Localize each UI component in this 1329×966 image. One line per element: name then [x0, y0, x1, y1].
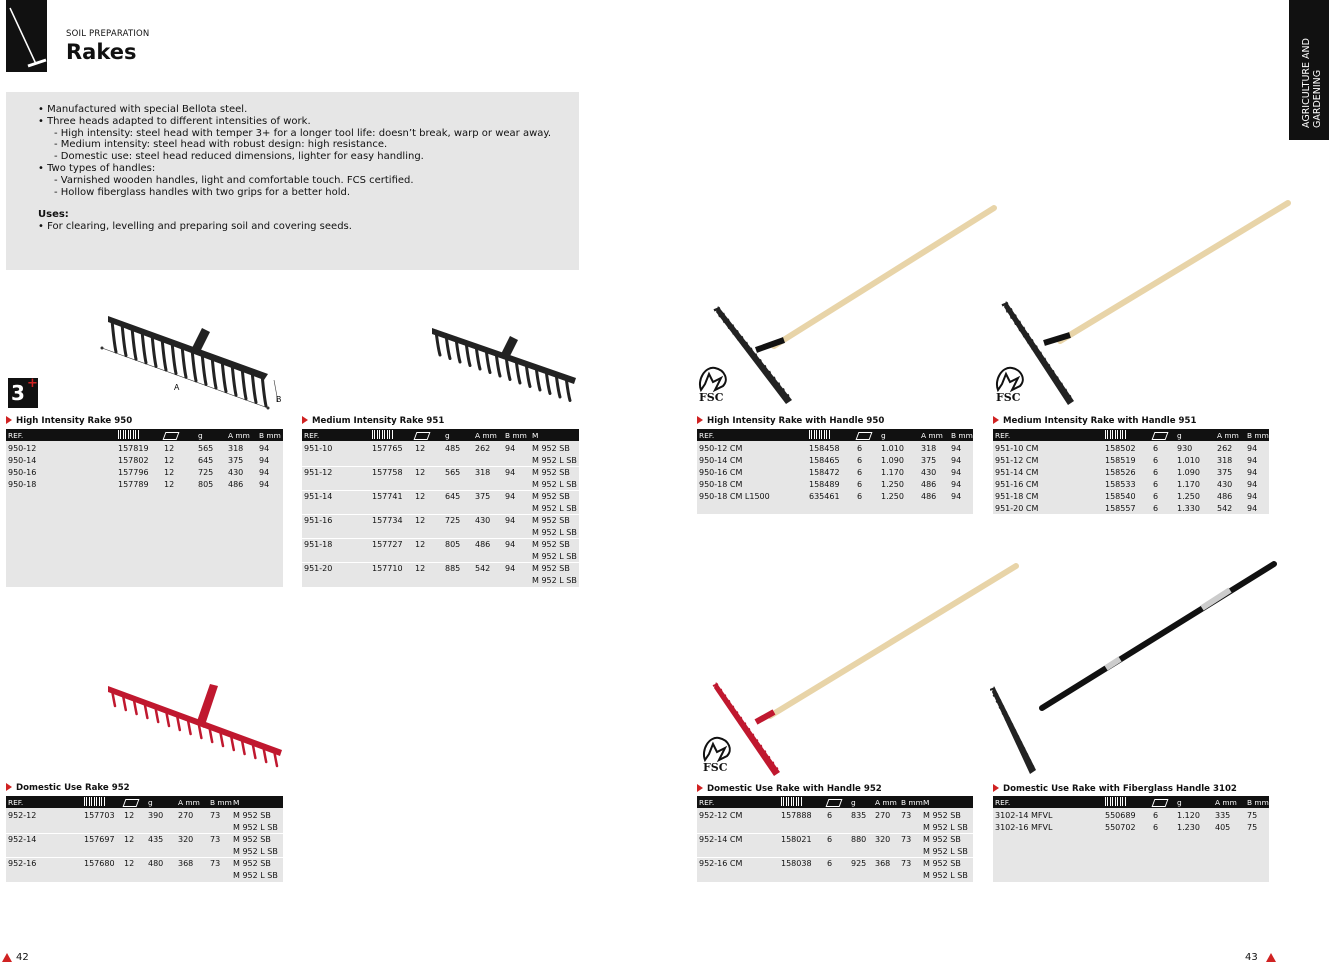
table-cell: M 952 SB M 952 L SB — [532, 492, 577, 513]
uses-text: • For clearing, levelling and preparing soil and covering seeds. — [38, 221, 352, 233]
table-cell: 158489 — [809, 480, 840, 489]
table-cell: M 952 SB M 952 L SB — [233, 835, 278, 856]
dim-label-a: A — [174, 383, 180, 392]
table-cell: 3102-14 MFVL — [995, 811, 1053, 820]
package-icon — [827, 798, 841, 809]
table-cell: 565 — [445, 468, 461, 477]
barcode-icon — [372, 431, 394, 441]
column-header: A mm — [178, 798, 200, 807]
table-header — [993, 429, 1269, 441]
table-cell: 157697 — [84, 835, 115, 844]
table-cell: 73 — [210, 835, 221, 844]
table-header — [6, 796, 283, 808]
table-cell: 6 — [857, 480, 863, 489]
table-cell: M 952 SB M 952 L SB — [532, 444, 577, 465]
package-icon — [1153, 798, 1167, 809]
product-table — [993, 796, 1269, 882]
fsc-logo: FSC — [695, 362, 735, 404]
table-cell: 158021 — [781, 835, 812, 844]
fsc-logo: FSC — [992, 362, 1032, 404]
table-cell: 925 — [851, 859, 867, 868]
table-cell: 73 — [901, 811, 912, 820]
table-cell: 375 — [228, 456, 244, 465]
table-cell: 157888 — [781, 811, 812, 820]
product-table — [993, 429, 1269, 514]
table-cell: 94 — [1247, 492, 1258, 501]
table-cell: 6 — [1153, 492, 1159, 501]
column-header: g — [1177, 798, 1182, 807]
table-cell: 12 — [164, 456, 175, 465]
table-cell: 1.170 — [881, 468, 904, 477]
table-cell: 1.330 — [1177, 504, 1200, 513]
table-cell: 565 — [198, 444, 214, 453]
feature-list — [38, 104, 579, 198]
table-cell: 951-12 — [304, 468, 333, 477]
table-cell: 951-18 — [304, 540, 333, 549]
table-cell: 950-16 — [8, 468, 37, 477]
column-header: B mm — [1247, 431, 1269, 440]
table-cell: 1.250 — [881, 492, 904, 501]
side-tab-label: AGRICULTURE AND GARDENING — [1301, 38, 1323, 128]
table-cell: 6 — [857, 456, 863, 465]
table-header — [302, 429, 579, 441]
table-cell: 368 — [875, 859, 891, 868]
table-cell: 952-12 CM — [699, 811, 743, 820]
product-title: High Intensity Rake with Handle 950 — [697, 416, 884, 426]
column-header: A mm — [1217, 431, 1239, 440]
table-cell: 951-20 CM — [995, 504, 1039, 513]
side-tab[interactable] — [1289, 0, 1329, 140]
table-cell: 318 — [475, 468, 491, 477]
rake-fiberglass-image-3102 — [990, 556, 1280, 776]
barcode-icon — [84, 798, 106, 808]
page-number-left: 42 — [16, 952, 29, 963]
table-cell: 12 — [415, 516, 426, 525]
table-cell: 262 — [1217, 444, 1233, 453]
feature-line: - Domestic use: steel head reduced dimensions, lighter for easy handling. — [54, 151, 424, 163]
table-cell: 950-18 CM L1500 — [699, 492, 770, 501]
table-cell: 3102-16 MFVL — [995, 823, 1053, 832]
table-cell: 952-16 CM — [699, 859, 743, 868]
column-header: REF. — [699, 431, 715, 440]
table-cell: 930 — [1177, 444, 1193, 453]
column-header: B mm — [951, 431, 973, 440]
table-cell: 320 — [178, 835, 194, 844]
feature-line: • Three heads adapted to different intensities of work. — [38, 115, 311, 127]
table-cell: 6 — [827, 859, 833, 868]
table-cell: 262 — [475, 444, 491, 453]
table-cell: 75 — [1247, 823, 1258, 832]
rake-head-image-952 — [104, 680, 284, 780]
table-cell: 12 — [415, 540, 426, 549]
table-cell: 951-14 CM — [995, 468, 1039, 477]
table-cell: 885 — [445, 564, 461, 573]
table-cell: 158038 — [781, 859, 812, 868]
table-cell: 645 — [445, 492, 461, 501]
table-cell: 94 — [259, 444, 270, 453]
table-cell: 94 — [951, 444, 962, 453]
column-header: B mm — [505, 431, 527, 440]
feature-line: - Hollow fiberglass handles with two grips for a better hold. — [54, 186, 351, 198]
table-cell: 157741 — [372, 492, 403, 501]
table-cell: 320 — [875, 835, 891, 844]
table-cell: 6 — [1153, 504, 1159, 513]
product-title: Domestic Use Rake 952 — [6, 783, 130, 793]
table-cell: 1.120 — [1177, 811, 1200, 820]
table-cell: 318 — [228, 444, 244, 453]
feature-line: - Varnished wooden handles, light and comfortable touch. FCS certified. — [54, 174, 414, 186]
table-cell: 73 — [901, 859, 912, 868]
table-cell: 157765 — [372, 444, 403, 453]
table-cell: 952-14 — [8, 835, 37, 844]
feature-line: - Medium intensity: steel head with robust design: high resistance. — [54, 139, 388, 151]
table-cell: 6 — [1153, 444, 1159, 453]
column-header: M — [923, 798, 930, 807]
column-header: A mm — [921, 431, 943, 440]
bellota-logo — [2, 953, 12, 962]
table-cell: M 952 SB M 952 L SB — [532, 540, 577, 561]
table-cell: 94 — [505, 468, 516, 477]
table-cell: 951-20 — [304, 564, 333, 573]
table-cell: 73 — [210, 859, 221, 868]
rake-head-image-950 — [96, 310, 286, 420]
package-icon — [857, 431, 871, 442]
column-header: g — [851, 798, 856, 807]
table-cell: 950-14 — [8, 456, 37, 465]
table-cell: 6 — [857, 492, 863, 501]
table-cell: 1.010 — [1177, 456, 1200, 465]
table-cell: 157727 — [372, 540, 403, 549]
table-cell: 157710 — [372, 564, 403, 573]
table-cell: 951-16 — [304, 516, 333, 525]
column-header: B mm — [259, 431, 281, 440]
table-cell: 1.250 — [881, 480, 904, 489]
table-cell: 158465 — [809, 456, 840, 465]
column-header: A mm — [875, 798, 897, 807]
table-cell: 12 — [415, 444, 426, 453]
table-cell: 550689 — [1105, 811, 1136, 820]
page-title: Rakes — [66, 40, 137, 64]
column-header: REF. — [699, 798, 715, 807]
column-header: REF. — [304, 431, 320, 440]
dim-label-b: B — [276, 395, 282, 404]
product-table — [6, 796, 283, 882]
section-label: SOIL PREPARATION — [66, 29, 150, 39]
table-cell: 835 — [851, 811, 867, 820]
table-cell: 375 — [1217, 468, 1233, 477]
table-cell: 94 — [951, 480, 962, 489]
table-cell: 805 — [198, 480, 214, 489]
column-header: M — [233, 798, 240, 807]
table-cell: M 952 SB M 952 L SB — [233, 811, 278, 832]
table-cell: 12 — [124, 811, 135, 820]
column-header: M — [532, 431, 539, 440]
table-cell: 12 — [164, 444, 175, 453]
table-cell: 375 — [921, 456, 937, 465]
page-number-right: 43 — [1245, 952, 1258, 963]
table-cell: 6 — [857, 444, 863, 453]
table-cell: 486 — [921, 492, 937, 501]
uses-title: Uses: — [38, 209, 69, 221]
table-cell: 12 — [164, 468, 175, 477]
table-cell: 635461 — [809, 492, 840, 501]
table-cell: 375 — [475, 492, 491, 501]
table-cell: 318 — [1217, 456, 1233, 465]
table-cell: 270 — [875, 811, 891, 820]
column-header: g — [198, 431, 203, 440]
table-cell: 805 — [445, 540, 461, 549]
table-cell: 6 — [827, 835, 833, 844]
table-cell: 725 — [198, 468, 214, 477]
column-header: REF. — [8, 798, 24, 807]
table-cell: 158526 — [1105, 468, 1136, 477]
table-cell: 485 — [445, 444, 461, 453]
table-cell: 951-10 — [304, 444, 333, 453]
rake-tine — [112, 320, 116, 352]
rake-head-image-951 — [428, 322, 578, 412]
product-title: High Intensity Rake 950 — [6, 416, 132, 426]
table-cell: 94 — [505, 540, 516, 549]
table-cell: 158472 — [809, 468, 840, 477]
table-cell: 368 — [178, 859, 194, 868]
table-cell: 1.250 — [1177, 492, 1200, 501]
table-cell: 94 — [951, 456, 962, 465]
table-header — [6, 429, 283, 441]
table-cell: 430 — [1217, 480, 1233, 489]
table-cell: M 952 SB M 952 L SB — [532, 468, 577, 489]
table-cell: 645 — [198, 456, 214, 465]
table-cell: 1.170 — [1177, 480, 1200, 489]
table-cell: 951-16 CM — [995, 480, 1039, 489]
table-cell: 318 — [921, 444, 937, 453]
table-cell: 951-18 CM — [995, 492, 1039, 501]
table-cell: 542 — [1217, 504, 1233, 513]
table-cell: M 952 SB M 952 L SB — [923, 811, 968, 832]
product-title: Domestic Use Rake with Fiberglass Handle 3102 — [993, 784, 1237, 794]
table-cell: 73 — [210, 811, 221, 820]
package-icon — [124, 798, 138, 809]
table-cell: 158519 — [1105, 456, 1136, 465]
column-header: B mm — [1247, 798, 1269, 807]
table-cell: 951-14 — [304, 492, 333, 501]
table-cell: 12 — [124, 859, 135, 868]
barcode-icon — [809, 431, 831, 441]
table-cell: 486 — [1217, 492, 1233, 501]
table-cell: 270 — [178, 811, 194, 820]
table-cell: 6 — [1153, 480, 1159, 489]
table-cell: 12 — [415, 564, 426, 573]
table-cell: 725 — [445, 516, 461, 525]
table-cell: 405 — [1215, 823, 1231, 832]
table-cell: 6 — [857, 468, 863, 477]
table-cell: 952-14 CM — [699, 835, 743, 844]
table-cell: 550702 — [1105, 823, 1136, 832]
rake-handle-image-952 — [712, 560, 1022, 780]
column-header: A mm — [475, 431, 497, 440]
table-cell: 6 — [1153, 468, 1159, 477]
table-cell: 94 — [505, 444, 516, 453]
barcode-icon — [1105, 431, 1127, 441]
feature-line: • Manufactured with special Bellota steel. — [38, 104, 248, 115]
table-cell: 12 — [164, 480, 175, 489]
table-cell: 94 — [951, 468, 962, 477]
product-title: Domestic Use Rake with Handle 952 — [697, 784, 882, 794]
temper-badge: 3 + — [8, 378, 38, 408]
barcode-icon — [118, 431, 140, 441]
table-cell: 950-16 CM — [699, 468, 743, 477]
table-cell: 435 — [148, 835, 164, 844]
table-cell: 94 — [1247, 444, 1258, 453]
table-cell: 486 — [921, 480, 937, 489]
table-cell: 6 — [1153, 823, 1159, 832]
table-cell: 94 — [505, 492, 516, 501]
table-cell: M 952 SB M 952 L SB — [532, 564, 577, 585]
table-cell: 12 — [124, 835, 135, 844]
fsc-logo: FSC — [699, 732, 739, 774]
column-header: g — [1177, 431, 1182, 440]
table-cell: 950-12 — [8, 444, 37, 453]
table-cell: 952-16 — [8, 859, 37, 868]
table-header — [993, 796, 1269, 808]
table-cell: 335 — [1215, 811, 1231, 820]
table-cell: 6 — [1153, 811, 1159, 820]
table-cell: 542 — [475, 564, 491, 573]
table-cell: 480 — [148, 859, 164, 868]
table-cell: 94 — [951, 492, 962, 501]
info-box — [6, 92, 579, 270]
barcode-icon — [1105, 798, 1127, 808]
package-icon — [415, 431, 429, 442]
table-cell: 6 — [1153, 456, 1159, 465]
table-cell: 1.090 — [881, 456, 904, 465]
table-cell: 951-12 CM — [995, 456, 1039, 465]
table-cell: 486 — [228, 480, 244, 489]
table-cell: 950-12 CM — [699, 444, 743, 453]
table-cell: 950-18 CM — [699, 480, 743, 489]
table-cell: 94 — [259, 480, 270, 489]
table-cell: 158557 — [1105, 504, 1136, 513]
table-cell: 158502 — [1105, 444, 1136, 453]
table-cell: 94 — [505, 516, 516, 525]
table-cell: 94 — [1247, 480, 1258, 489]
column-header: A mm — [228, 431, 250, 440]
table-cell: 1.010 — [881, 444, 904, 453]
table-cell: 950-18 — [8, 480, 37, 489]
table-cell: 880 — [851, 835, 867, 844]
table-cell: 951-10 CM — [995, 444, 1039, 453]
feature-line: - High intensity: steel head with temper 3+ for a longer tool life: doesn’t break, warp or wear away. — [54, 127, 552, 139]
column-header: B mm — [210, 798, 232, 807]
table-cell: 486 — [475, 540, 491, 549]
table-cell: M 952 SB M 952 L SB — [923, 859, 968, 880]
column-header: REF. — [995, 431, 1011, 440]
table-cell: 158533 — [1105, 480, 1136, 489]
table-cell: 73 — [901, 835, 912, 844]
table-cell: 158458 — [809, 444, 840, 453]
table-cell: 1.230 — [1177, 823, 1200, 832]
barcode-icon — [781, 798, 803, 808]
table-cell: 157789 — [118, 480, 149, 489]
product-table — [302, 429, 579, 587]
table-cell: 157758 — [372, 468, 403, 477]
table-cell: 75 — [1247, 811, 1258, 820]
table-cell: 157703 — [84, 811, 115, 820]
table-cell: 12 — [415, 468, 426, 477]
table-cell: 94 — [505, 564, 516, 573]
table-cell: 94 — [259, 456, 270, 465]
rake-handle-image-951 — [1000, 195, 1295, 410]
column-header: REF. — [8, 431, 24, 440]
column-header: A mm — [1215, 798, 1237, 807]
column-header: g — [445, 431, 450, 440]
table-cell: 12 — [415, 492, 426, 501]
category-thumbnail — [6, 0, 47, 72]
product-table — [6, 429, 283, 587]
column-header: g — [148, 798, 153, 807]
column-header: REF. — [995, 798, 1011, 807]
table-cell: 430 — [228, 468, 244, 477]
column-header: B mm — [901, 798, 923, 807]
table-cell: 157802 — [118, 456, 149, 465]
table-cell: M 952 SB M 952 L SB — [233, 859, 278, 880]
product-table — [697, 796, 973, 882]
table-cell: 94 — [1247, 456, 1258, 465]
table-cell: 430 — [475, 516, 491, 525]
table-cell: 950-14 CM — [699, 456, 743, 465]
table-cell: 430 — [921, 468, 937, 477]
table-cell: 94 — [1247, 468, 1258, 477]
table-cell: 94 — [1247, 504, 1258, 513]
table-cell: 6 — [827, 811, 833, 820]
table-cell: 157734 — [372, 516, 403, 525]
table-cell: 157819 — [118, 444, 149, 453]
table-cell: 1.090 — [1177, 468, 1200, 477]
table-cell: M 952 SB M 952 L SB — [532, 516, 577, 537]
package-icon — [164, 431, 178, 442]
product-table — [697, 429, 973, 514]
table-cell: 158540 — [1105, 492, 1136, 501]
bellota-logo — [1266, 953, 1276, 962]
rake-handle-image-950 — [712, 200, 1002, 410]
table-cell: 952-12 — [8, 811, 37, 820]
table-cell: 157680 — [84, 859, 115, 868]
table-header — [697, 796, 973, 808]
table-header — [697, 429, 973, 441]
table-cell: 157796 — [118, 468, 149, 477]
column-header: g — [881, 431, 886, 440]
table-cell: M 952 SB M 952 L SB — [923, 835, 968, 856]
table-cell: 94 — [259, 468, 270, 477]
package-icon — [1153, 431, 1167, 442]
table-cell: 390 — [148, 811, 164, 820]
product-title: Medium Intensity Rake 951 — [302, 416, 444, 426]
feature-line: • Two types of handles: — [38, 162, 156, 174]
product-title: Medium Intensity Rake with Handle 951 — [993, 416, 1196, 426]
